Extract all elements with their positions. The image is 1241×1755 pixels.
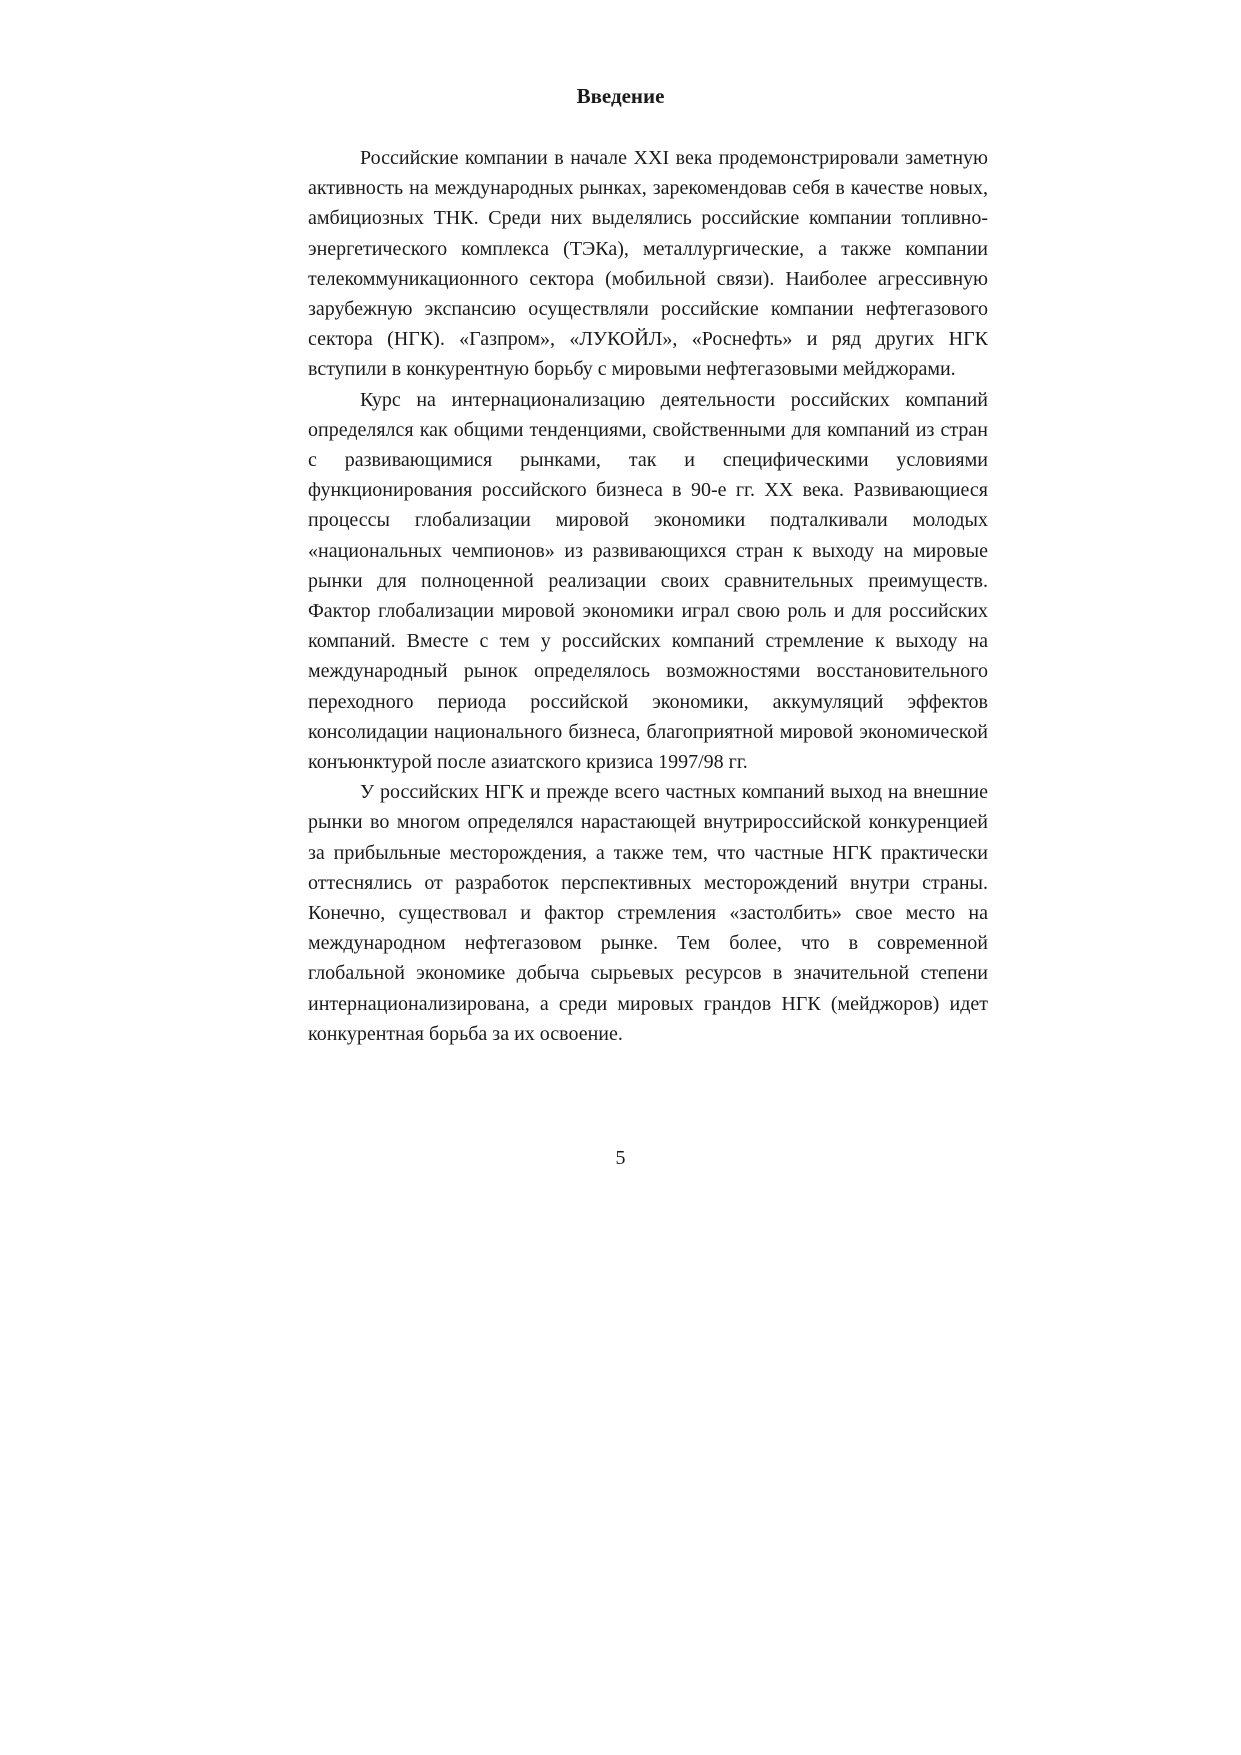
paragraph-1: Российские компании в начале XXI века продемонстрировали заметную активность на международных рынках, зарекомендовав себя в качестве новых, амбициозных ТНК. Среди них выделялись российские компании топливно-энергетического комплекса (ТЭКа), металлургические, а также компании телекоммуникационного сектора (мобильной связи). Наиболее агрессивную зарубежную экспансию осуществляли российские компании нефтегазового сектора (НГК). «Газпром», «ЛУКОЙЛ», «Роснефть» и ряд других НГК вступили в конкурентную борьбу с мировыми нефтегазовыми мейджорами. [308,147,988,381]
page-number: 5 [615,1147,626,1169]
paragraph-3: У российских НГК и прежде всего частных компаний выход на внешние рынки во многом определялся нарастающей внутрироссийской конкуренцией за прибыльные месторождения, а также тем, что частные НГК практически оттеснялись от разработок перспективных месторождений внутри страны. Конечно, существовал и фактор стремления «застолбить» свое место на международном нефтегазовом рынке. Тем более, что в современной глобальной экономике добыча сырьевых ресурсов в значительной степени интернационализирована, а среди мировых грандов НГК (мейджоров) идет конкурентная борьба за их освоение. [308,781,988,1045]
body-text [308,143,988,1049]
paragraph-2: Курс на интернационализацию деятельности российских компаний определялся как общими тенденциями, свойственными для компаний из стран с развивающимися рынками, так и специфическими условиями функционирования российского бизнеса в 90-е гг. XX века. Развивающиеся процессы глобализации мировой экономики подталкивали молодых «национальных чемпионов» из развивающихся стран к выходу на мировые рынки для полноценной реализации своих сравнительных преимуществ. Фактор глобализации мировой экономики играл свою роль и для российских компаний. Вместе с тем у российских компаний стремление к выходу на международный рынок определялось возможностями восстановительного переходного периода российской экономики, аккумуляций эффектов консолидации национального бизнеса, благоприятной мировой экономической конъюнктурой после азиатского кризиса 1997/98 гг. [308,388,988,774]
page-heading: Введение [576,84,665,108]
